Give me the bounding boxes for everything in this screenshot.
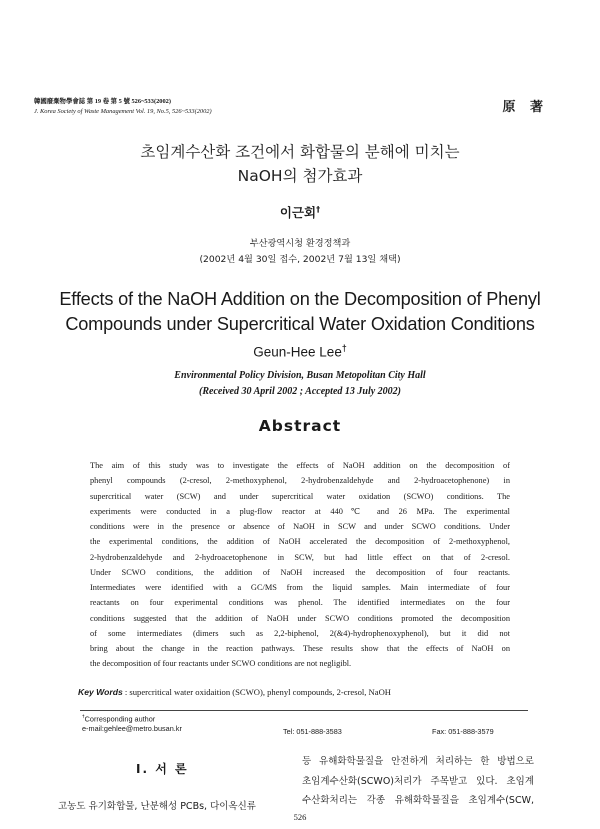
section-heading-introduction: Ⅰ. 서 론 [136, 762, 189, 776]
journal-citation [34, 97, 212, 117]
footnote-corresponding: Corresponding author [84, 714, 156, 724]
abstract-line: of some intermediates (dimers such as 2,2-biphenol, 2(&4)-hydrophenoxyphenol), but it did not [90, 628, 510, 638]
abstract-line: phenyl compounds (2-cresol, 2-methoxyphenol, 2-hydrobenzaldehyde and 2-hydroacetophenone) in [90, 476, 510, 486]
abstract-body [90, 458, 510, 672]
footnote-fax: Fax: 051-888-3579 [432, 727, 494, 736]
abstract-line: supercritical water (SCW) and under supercritical water oxidation (SCWO) conditions. The [90, 491, 510, 501]
korean-affiliation [0, 236, 600, 268]
keywords [78, 687, 391, 697]
keywords-label: Key Words [78, 687, 123, 697]
abstract-line: conditions suggested that the addition of NaOH under SCWO conditions promoted the decomposition [90, 613, 510, 623]
english-dates: (Received 30 April 2002 ; Accepted 13 July 2002) [199, 386, 401, 397]
abstract-line: Intermediates were identified with a GC/MS from the liquid samples. Main intermediate of four [90, 583, 510, 592]
abstract-line: Under SCWO conditions, the addition of NaOH increased the decomposition of four reactants. [90, 567, 510, 577]
page-number: 526 [293, 812, 307, 822]
korean-author [0, 203, 600, 221]
abstract-line: conditions were in the presence or absence of NaOH in SCW and under SCWO conditions. Under [90, 522, 510, 531]
abstract-line: 2-hydrobenzaldehyde and 2-hydroacetophenone in SCW, but had little effect on that of 2-cresol. [90, 552, 510, 562]
body-right-line: 등 유해화학물질을 안전하게 처리하는 한 방법으로 [302, 756, 534, 767]
english-author-name: Geun-Hee Lee [253, 344, 342, 360]
journal-citation-english: J. Korea Society of Waste Management Vol. 19, No.5, 526~533(2002) [34, 108, 212, 115]
body-right-line: 수산화처리는 각종 유해화학물질을 초임계수(SCW, [302, 795, 534, 806]
english-author [0, 343, 600, 360]
keywords-text: : supercritical water oxidaition (SCWO), phenyl compounds, 2-cresol, NaOH [122, 687, 391, 697]
journal-citation-korean: 韓國廢棄物學會誌 第 19 卷 第 5 號 526~533(2002) [34, 98, 171, 105]
footnote [82, 713, 182, 734]
abstract-line: the experimental conditions, the addition of NaOH accelerated the decomposition of 2-methoxyphenol, [90, 537, 510, 547]
korean-title [0, 140, 600, 188]
article-type-badge: 原 著 [502, 100, 548, 115]
korean-author-mark: † [316, 203, 321, 214]
english-author-mark: † [341, 343, 347, 353]
korean-title-line-2: NaOH의 첨가효과 [237, 167, 363, 185]
abstract-line: experiments were conducted in a plug-flow reactor at 440℃ and 26 MPa. The experimental [90, 506, 510, 516]
korean-title-line-1: 초임계수산화 조건에서 화합물의 분해에 미치는 [140, 143, 460, 161]
english-title-line-1: Effects of the NaOH Addition on the Decomposition of Phenyl [59, 289, 541, 309]
abstract-line: The aim of this study was to investigate the effects of NaOH addition on the decomposition of [90, 461, 510, 470]
footnote-divider [80, 710, 528, 711]
abstract-line: bring about the change in the reaction pathways. These results show that the effects of NaOH on [90, 644, 510, 653]
korean-affiliation-name: 부산광역시청 환경정책과 [249, 238, 351, 249]
english-title [0, 287, 600, 337]
korean-author-name: 이근회 [279, 205, 317, 220]
english-affiliation-name: Environmental Policy Division, Busan Metopolitan City Hall [174, 370, 426, 381]
abstract-line: reactants on four experimental conditions was phenol. The identified intermediates on the four [90, 598, 510, 608]
abstract-heading: Abstract [258, 417, 342, 435]
abstract-line: the decomposition of four reactants under SCWO conditions are not negligibl. [90, 659, 352, 669]
english-affiliation [0, 368, 600, 400]
body-right-column [302, 752, 534, 811]
footnote-mark: † [82, 715, 85, 720]
body-right-line: 초임계수산화(SCWO)처리가 주목받고 있다. 초임계 [302, 775, 534, 787]
korean-dates: (2002년 4월 30일 접수, 2002년 7월 13일 채택) [199, 254, 401, 265]
english-title-line-2: Compounds under Supercritical Water Oxidation Conditions [65, 314, 535, 334]
body-left-column-line: 고농도 유기화합물, 난분해성 PCBs, 다이옥신류 [58, 801, 256, 812]
footnote-email: e-mail:gehlee@metro.busan.kr [82, 724, 182, 734]
footnote-tel: Tel: 051-888-3583 [283, 727, 342, 736]
